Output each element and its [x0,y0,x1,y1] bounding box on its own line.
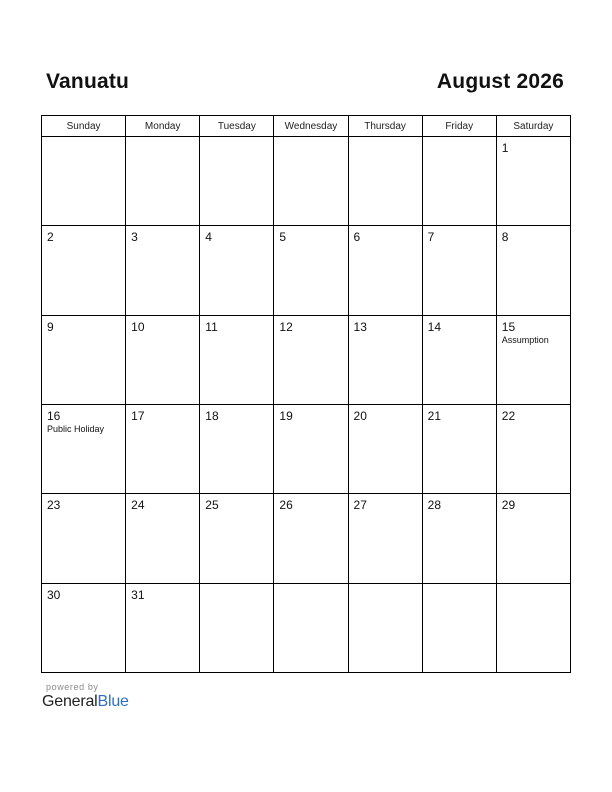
country-title: Vanuatu [46,70,130,93]
day-number: 20 [353,408,367,423]
day-cell [348,494,422,583]
day-cell [126,315,200,404]
day-cell [348,583,422,672]
day-number: 11 [205,319,218,334]
day-cell [274,315,348,404]
day-number: 25 [205,498,219,513]
day-number: 21 [427,408,442,423]
day-cell [274,583,348,672]
day-cell [422,404,496,493]
day-number: 23 [47,498,61,513]
day-cell [42,583,126,672]
day-number: 28 [427,498,442,513]
day-cell [126,583,200,672]
day-cell [274,494,348,583]
day-number: 14 [427,319,442,334]
day-number: 26 [279,498,293,513]
day-number: 31 [131,587,145,602]
week-row [42,137,571,226]
day-cell [274,137,348,226]
day-number: 13 [353,319,367,334]
day-number: 15 [501,319,516,334]
weekday-thursday: Thursday [348,116,422,137]
day-number: 12 [279,319,293,334]
day-cell [126,226,200,315]
weekday-saturday: Saturday [496,116,570,137]
day-number: 10 [131,319,145,334]
day-number: 29 [501,498,516,513]
day-cell [42,315,126,404]
day-number: 3 [131,230,138,245]
day-cell [274,404,348,493]
day-cell [422,137,496,226]
day-cell [126,494,200,583]
day-number: 24 [131,498,145,513]
day-number: 18 [205,408,219,423]
day-cell [496,137,570,226]
day-number: 30 [47,587,61,602]
day-number: 1 [501,141,509,155]
day-number: 6 [353,230,361,245]
day-number: 7 [427,230,435,245]
month-year-title: August 2026 [436,70,564,93]
holiday-label: Assumption [501,334,549,345]
week-row [42,315,571,404]
day-cell [126,404,200,493]
day-number: 17 [131,408,145,423]
day-cell [42,226,126,315]
day-cell [422,226,496,315]
day-cell [200,137,274,226]
weekday-tuesday: Tuesday [200,116,274,137]
week-row [42,583,571,672]
day-cell [42,494,126,583]
holiday-label: Public Holiday [47,423,105,434]
day-cell [496,404,570,493]
day-cell [348,315,422,404]
day-cell [422,583,496,672]
calendar-grid [41,115,571,673]
day-number: 8 [501,230,509,245]
day-cell [42,137,126,226]
weekday-friday: Friday [422,116,496,137]
day-number: 19 [279,408,293,423]
day-number: 2 [47,230,54,245]
day-cell [200,583,274,672]
day-cell [496,494,570,583]
weekday-sunday: Sunday [42,116,126,137]
day-number: 22 [501,408,516,423]
day-cell [496,226,570,315]
day-cell [348,226,422,315]
day-number: 4 [205,230,212,245]
day-cell [348,137,422,226]
logo-text-general: General [42,693,98,710]
day-cell [42,404,126,493]
day-cell [200,404,274,493]
weekday-monday: Monday [126,116,200,137]
day-cell [200,494,274,583]
logo-text-blue: Blue [97,693,129,710]
day-cell [496,315,570,404]
day-cell [348,404,422,493]
powered-by-label: powered by [46,682,99,692]
weekday-header-row [42,116,571,137]
week-row [42,494,571,583]
day-cell [422,494,496,583]
generalblue-logo[interactable] [42,693,129,711]
day-number: 9 [47,319,54,334]
day-number: 5 [279,230,287,245]
week-row [42,404,571,493]
day-cell [274,226,348,315]
week-row [42,226,571,315]
day-cell [200,226,274,315]
day-cell [200,315,274,404]
day-number: 16 [47,408,61,423]
day-number: 27 [353,498,367,513]
day-cell [126,137,200,226]
day-cell [496,583,570,672]
weekday-wednesday: Wednesday [274,116,348,137]
day-cell [422,315,496,404]
